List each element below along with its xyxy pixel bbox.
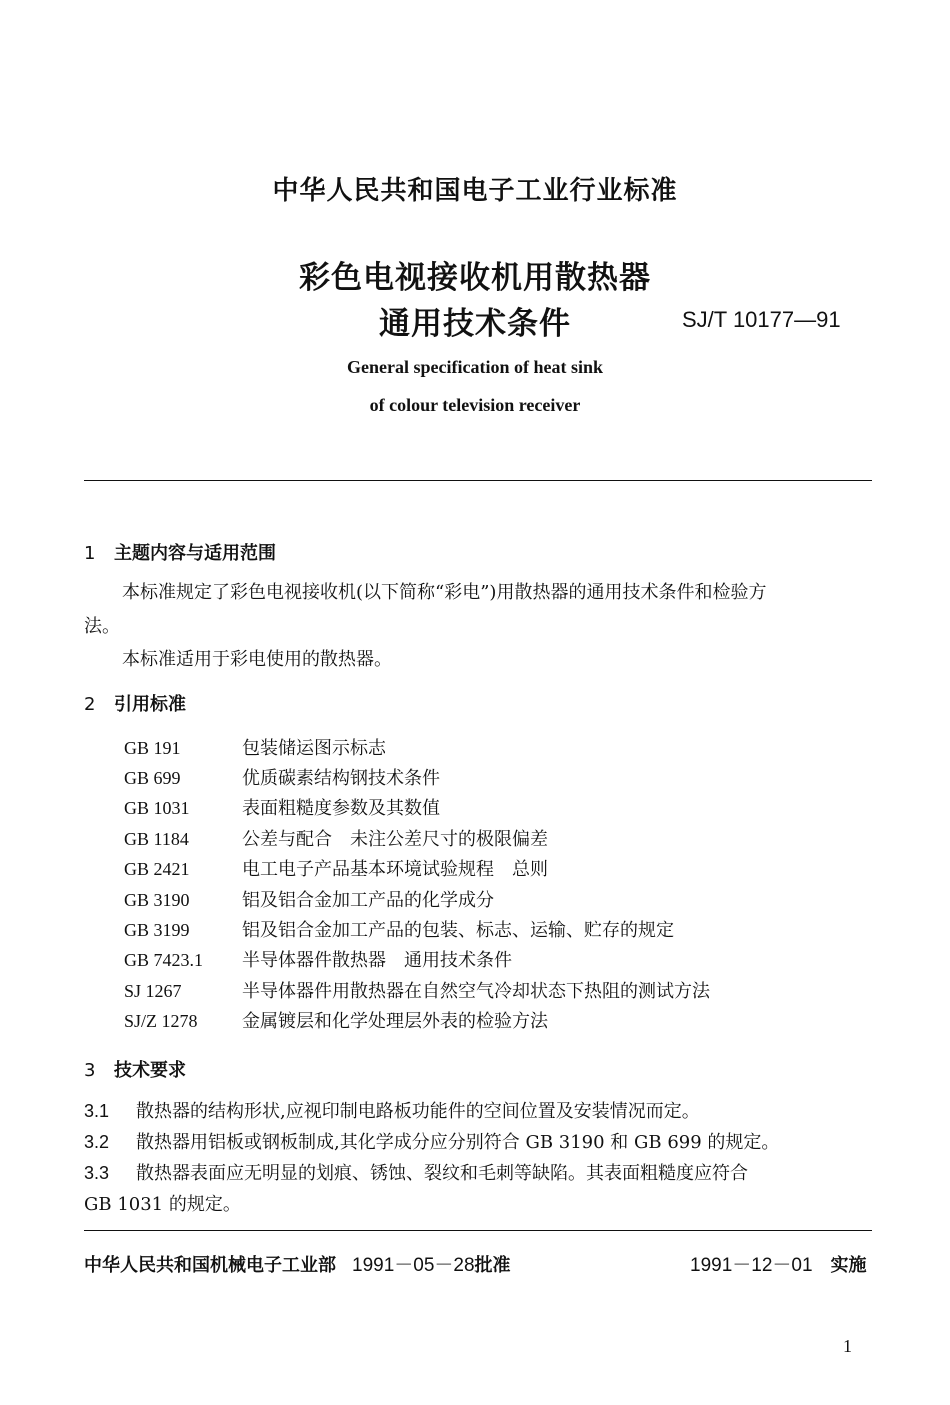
- section-1-para1-cont: 法。: [84, 616, 120, 637]
- issuer: 中华人民共和国机械电子工业部: [84, 1255, 336, 1276]
- reference-code: SJ/Z 1278: [124, 1011, 198, 1031]
- clause-text: 散热器的结构形状,应视印制电路板功能件的空间位置及安装情况而定。: [136, 1101, 700, 1122]
- document-title-line2: 通用技术条件: [379, 306, 571, 342]
- english-title-line1: General specification of heat sink: [347, 357, 603, 377]
- reference-row: [124, 915, 674, 945]
- page-number: 1: [843, 1336, 852, 1356]
- effective-date: 1991－12－01: [690, 1255, 813, 1276]
- clause-text: 散热器表面应无明显的划痕、锈蚀、裂纹和毛刺等缺陷。其表面粗糙度应符合: [136, 1163, 748, 1184]
- reference-row: [124, 763, 440, 793]
- clause-number: 3.3: [84, 1163, 110, 1183]
- approval-line: [84, 1250, 511, 1277]
- reference-code: GB 3199: [124, 920, 190, 940]
- reference-title: 铝及铝合金加工产品的化学成分: [242, 890, 494, 911]
- section-title: 技术要求: [114, 1060, 186, 1081]
- clause-3-3: [84, 1158, 748, 1189]
- header-divider: [84, 480, 872, 481]
- effective-line: [690, 1250, 867, 1277]
- reference-title: 表面粗糙度参数及其数值: [242, 798, 440, 819]
- clause-3-1: [84, 1096, 700, 1127]
- clause-3-3-cont: GB 1031 的规定。: [84, 1194, 241, 1215]
- reference-row: [124, 976, 710, 1006]
- reference-title: 铝及铝合金加工产品的包装、标志、运输、贮存的规定: [242, 920, 674, 941]
- reference-row: [124, 885, 494, 915]
- reference-title: 电工电子产品基本环境试验规程 总则: [242, 859, 548, 880]
- footer-divider: [84, 1230, 872, 1231]
- reference-code: GB 2421: [124, 859, 190, 879]
- section-title: 主题内容与适用范围: [114, 543, 276, 564]
- reference-row: [124, 854, 548, 884]
- document-title-line1: 彩色电视接收机用散热器: [299, 260, 651, 296]
- clause-number: 3.1: [84, 1101, 110, 1121]
- reference-row: [124, 1006, 548, 1036]
- reference-code: GB 3190: [124, 890, 190, 910]
- reference-title: 优质碳素结构钢技术条件: [242, 768, 440, 789]
- reference-row: [124, 793, 440, 823]
- section-1-para1: 本标准规定了彩色电视接收机(以下简称“彩电”)用散热器的通用技术条件和检验方: [122, 582, 767, 603]
- clause-text: 散热器用铝板或钢板制成,其化学成分应分别符合 GB 3190 和 GB 699 的规定。: [136, 1132, 780, 1153]
- section-1-para2: 本标准适用于彩电使用的散热器。: [122, 649, 392, 670]
- reference-code: GB 1031: [124, 798, 190, 818]
- reference-code: GB 7423.1: [124, 950, 204, 970]
- effective-label: 实施: [830, 1255, 867, 1276]
- section-number: 2: [84, 694, 96, 715]
- reference-code: GB 1184: [124, 829, 189, 849]
- english-title-line2: of colour television receiver: [369, 395, 581, 415]
- reference-title: 金属镀层和化学处理层外表的检验方法: [242, 1011, 548, 1032]
- reference-title: 包装储运图示标志: [242, 738, 386, 759]
- section-number: 3: [84, 1060, 96, 1081]
- issuing-body-title: 中华人民共和国电子工业行业标准: [272, 176, 678, 206]
- reference-code: SJ 1267: [124, 981, 182, 1001]
- reference-title: 半导体器件散热器 通用技术条件: [242, 950, 512, 971]
- reference-title: 公差与配合 未注公差尺寸的极限偏差: [242, 829, 548, 850]
- reference-code: GB 191: [124, 738, 181, 758]
- clause-number: 3.2: [84, 1132, 110, 1152]
- approve-date: 1991－05－28: [352, 1255, 475, 1276]
- section-1-heading: [84, 539, 276, 565]
- section-2-heading: [84, 690, 186, 716]
- reference-row: [124, 945, 512, 975]
- standard-number: SJ/T 10177—91: [682, 307, 841, 332]
- reference-code: GB 699: [124, 768, 181, 788]
- section-number: 1: [84, 543, 96, 564]
- reference-row: [124, 733, 386, 763]
- section-title: 引用标准: [114, 694, 186, 715]
- reference-row: [124, 824, 548, 854]
- clause-3-2: [84, 1127, 779, 1158]
- section-3-heading: [84, 1056, 186, 1082]
- reference-title: 半导体器件用散热器在自然空气冷却状态下热阻的测试方法: [242, 981, 710, 1002]
- approve-label: 批准: [474, 1255, 511, 1276]
